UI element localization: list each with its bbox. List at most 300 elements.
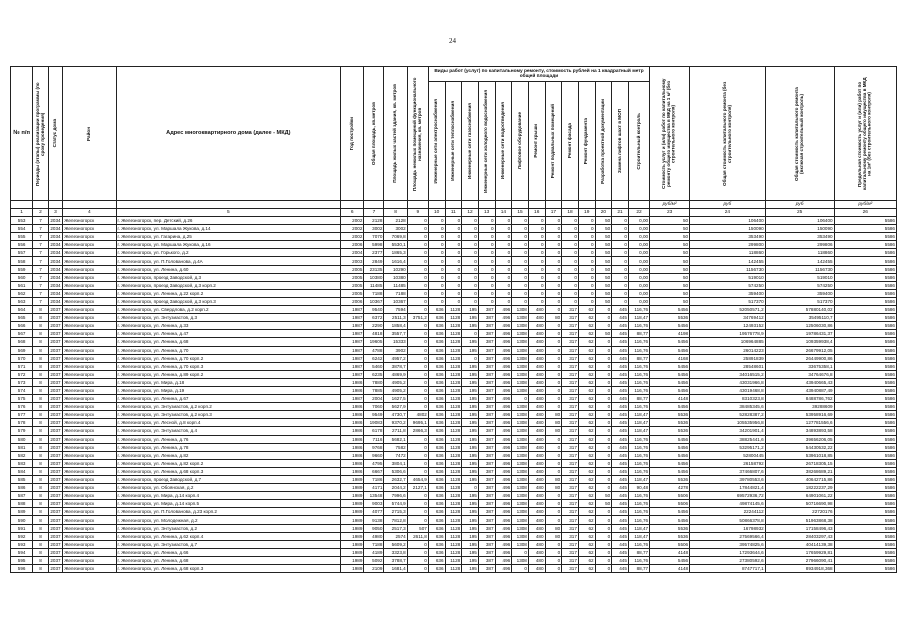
table-cell: 2034 [48,297,62,305]
table-cell: 50 [650,249,690,257]
table-cell: г. Железногорск, ул. Гагарина, д.25 [116,233,341,241]
table-cell: 1128 [445,362,462,370]
table-cell: 5744,9 [384,500,407,508]
col-header-7: Общая площадь, кв.метров [364,67,384,201]
table-cell: 8 [33,451,49,459]
table-row [11,467,897,475]
table-cell: 4198 [650,330,690,338]
table-cell: 2037 [48,508,62,516]
table-cell: 0 [478,233,495,241]
table-cell: 195 [462,378,479,386]
table-cell: 0 [407,346,428,354]
table-cell: 116,76 [628,451,649,459]
table-cell: 5586 [834,419,896,427]
table-cell: 0 [562,273,579,281]
col-header-20: Разработка проектной документации [595,82,612,201]
table-cell: 556 [11,241,33,249]
table-cell: 0 [428,249,445,257]
table-cell: 8 [33,370,49,378]
table-cell: 88,77 [628,548,649,556]
table-cell: 588 [11,500,33,508]
table-cell: 317 [562,411,579,419]
table-cell: 480 [528,492,545,500]
table-cell: 50 [595,500,612,508]
table-cell: 1989 [341,500,364,508]
table-row [11,289,897,297]
table-cell: 5586 [834,265,896,273]
table-cell: 4818 [364,330,384,338]
col-header-23: Стоимость услуг и (или) работ по капитальному ремонту общего имущества в МКД на 1 м² (без строительного контроля) [650,67,690,201]
table-cell: 0 [528,281,545,289]
table-cell: г. Железногорск, пер. Детский, д.26 [116,217,341,225]
table-cell: 116,76 [628,516,649,524]
table-cell: 1989 [341,524,364,532]
table-cell: 1986 [341,419,364,427]
table-cell: 317 [562,386,579,394]
table-cell: 0 [528,233,545,241]
table-cell: 43019468,8 [690,386,766,394]
table-cell: 8 [33,354,49,362]
table-cell: 1128 [445,346,462,354]
table-cell: 480 [528,395,545,403]
table-cell: 1989 [341,516,364,524]
table-cell: 1989 [341,548,364,556]
table-cell: 387 [478,395,495,403]
table-cell: 1308 [512,508,529,516]
table-cell: 1308 [512,459,529,467]
table-cell: 1128 [445,516,462,524]
table-cell: 445 [612,524,629,532]
table-cell: 5586 [834,524,896,532]
column-index: 21 [612,209,629,217]
column-index: 15 [512,209,529,217]
table-cell: 0 [545,378,562,386]
table-cell: 7 [33,241,49,249]
table-cell: 195 [462,370,479,378]
table-cell: Железногорск [63,354,116,362]
table-cell: 2037 [48,524,62,532]
table-row [11,386,897,394]
table-cell: 7070 [364,233,384,241]
table-cell: 7880 [364,378,384,386]
table-cell: 19576778,9 [690,330,766,338]
table-cell: 317 [562,556,579,564]
table-cell: 5456 [650,435,690,443]
table-row [11,419,897,427]
table-cell: 0 [512,281,529,289]
table-cell: 636 [428,451,445,459]
table-cell: 0 [462,484,479,492]
table-cell: 50 [595,225,612,233]
table-cell: 0 [545,306,562,314]
table-cell: 353490 [765,233,834,241]
table-cell: 88,77 [628,395,649,403]
table-cell: 5586 [834,241,896,249]
table-cell: 62 [578,476,595,484]
table-cell: 52050571,2 [690,306,766,314]
table-cell: 636 [428,346,445,354]
table-cell: 387 [478,370,495,378]
table-cell: 2037 [48,467,62,475]
table-cell: 387 [478,330,495,338]
table-cell: 5586 [834,330,896,338]
table-cell: 28403297,43 [765,532,834,540]
table-cell: г. Железногорск, ул. Ленина, д.66 [116,548,341,556]
table-cell: 0 [407,322,428,330]
table-cell: 2037 [48,565,62,573]
table-cell: 2037 [48,322,62,330]
table-cell: 5586 [834,217,896,225]
table-cell: 553 [11,217,33,225]
table-cell: 0 [428,297,445,305]
table-cell: 507 [407,524,428,532]
table-cell: 50 [650,273,690,281]
table-cell: 53295171,2 [690,443,766,451]
table-cell: г. Железногорск, ул. Мира, д.14 корп.4 [116,492,341,500]
table-cell: 1308 [512,354,529,362]
table-cell: 0 [545,435,562,443]
table-cell: 0 [595,556,612,564]
table-cell: 50716690,98 [765,500,834,508]
table-cell: 195 [462,395,479,403]
table-cell: 387 [478,556,495,564]
table-cell: 1308 [512,411,529,419]
table-cell: 569 [11,346,33,354]
table-cell: 480 [528,540,545,548]
table-cell: 5586 [834,492,896,500]
table-cell: 581 [11,443,33,451]
table-cell: 2005 [341,289,364,297]
table-cell: 0,00 [628,249,649,257]
table-cell: г. Железногорск, ул. Энтузиастов, д.3 [116,314,341,322]
table-cell: 50 [595,217,612,225]
table-cell: Железногорск [63,338,116,346]
table-cell: 0 [528,225,545,233]
table-row [11,395,897,403]
table-cell: 5536 [650,427,690,435]
table-cell: Железногорск [63,411,116,419]
table-cell: 0 [428,257,445,265]
table-cell: 62 [578,314,595,322]
table-cell: 5586 [834,257,896,265]
table-cell: 1989 [341,556,364,564]
table-cell: 317 [562,548,579,556]
table-cell: 0 [495,217,512,225]
table-cell: 636 [428,435,445,443]
table-cell: 0 [428,233,445,241]
table-cell: 3751,2 [407,314,428,322]
table-cell: 10367 [384,297,407,305]
table-cell: 636 [428,524,445,532]
table-cell: 636 [428,516,445,524]
table-cell: 5682,1 [384,435,407,443]
col-header-2: Периоды (этапы) реализации программы (по сроку проведения) [33,67,49,201]
table-cell: Железногорск [63,459,116,467]
table-cell: 590 [11,516,33,524]
table-cell: 0 [612,249,629,257]
table-cell: 636 [428,500,445,508]
table-cell: 195 [462,451,479,459]
table-cell: 0 [545,403,562,411]
table-cell: 118,47 [628,476,649,484]
table-cell: 0 [595,548,612,556]
column-index: 4 [63,209,116,217]
table-cell: 496 [495,467,512,475]
table-cell: 568 [11,338,33,346]
table-cell: 1986 [341,386,364,394]
table-cell: 1986 [341,467,364,475]
table-cell: 2849 [364,257,384,265]
table-cell: 1128 [445,322,462,330]
table-cell: 118,47 [628,314,649,322]
table-cell: 387 [478,484,495,492]
table-cell: 195 [462,524,479,532]
table-cell: 0 [595,565,612,573]
table-cell: 496 [495,443,512,451]
table-cell: 62 [578,338,595,346]
table-cell: 0 [528,217,545,225]
table-cell: Железногорск [63,419,116,427]
table-cell: Железногорск [63,362,116,370]
table-cell: 0 [445,273,462,281]
table-cell: 480 [528,459,545,467]
table-cell: 116,76 [628,403,649,411]
table-cell: Железногорск [63,322,116,330]
table-cell: 0 [545,265,562,273]
table-cell: 8 [33,516,49,524]
table-cell: 2511,3 [384,314,407,322]
table-cell: 0 [462,217,479,225]
table-cell: 2037 [48,378,62,386]
table-cell: 62 [578,565,595,573]
table-row [11,459,897,467]
table-cell: 0 [462,297,479,305]
table-cell: 1987 [341,314,364,322]
table-cell: 1308 [512,540,529,548]
table-row [11,370,897,378]
table-cell: 9768 [364,443,384,451]
table-cell: 1156730 [765,265,834,273]
table-cell: 317 [562,322,579,330]
table-cell: 587 [11,492,33,500]
table-cell: 5586 [834,273,896,281]
column-index: 18 [562,209,579,217]
table-cell: 636 [428,459,445,467]
column-index: 16 [528,209,545,217]
page-number: 24 [449,37,456,45]
table-cell: 1128 [445,500,462,508]
table-cell: 5586 [834,314,896,322]
table-cell: 50 [650,233,690,241]
table-cell: 1128 [445,508,462,516]
table-cell: 7 [33,225,49,233]
table-cell: 480 [528,338,545,346]
table-cell: 0 [595,386,612,394]
table-cell: 2037 [48,492,62,500]
table-cell: 1128 [445,370,462,378]
table-cell: 0 [545,338,562,346]
table-cell: 6178 [364,427,384,435]
table-cell: 118,47 [628,411,649,419]
table-cell: 17844821,4 [690,484,766,492]
table-cell: 496 [495,362,512,370]
table-cell: 387 [478,435,495,443]
table-cell: 636 [428,565,445,573]
table-cell: 118860 [690,249,766,257]
table-cell: 0 [478,273,495,281]
table-cell: 0 [562,249,579,257]
table-cell: 480 [528,330,545,338]
table-cell: 1308 [512,386,529,394]
table-cell: 0 [595,451,612,459]
table-cell: 0 [612,265,629,273]
table-cell: 0 [495,273,512,281]
table-cell: 0 [407,249,428,257]
table-cell: 105535956,8 [690,419,766,427]
table-cell: 0 [407,281,428,289]
table-cell: 8 [33,500,49,508]
table-cell: 1128 [445,459,462,467]
table-cell: 387 [478,403,495,411]
table-cell: 1989 [341,484,364,492]
table-cell: 11485 [364,281,384,289]
table-row [11,338,897,346]
table-cell: 1308 [512,322,529,330]
table-cell: г. Железногорск, ул. Ленина, д.33 [116,322,341,330]
table-cell: 5456 [650,556,690,564]
table-cell: 2037 [48,419,62,427]
table-cell: 1986 [341,411,364,419]
table-cell: 1128 [445,476,462,484]
table-cell: Железногорск [63,556,116,564]
column-index: 26 [834,209,896,217]
table-cell: 0 [407,257,428,265]
table-cell: 496 [495,459,512,467]
table-cell: 299806 [765,241,834,249]
table-cell: 0 [545,249,562,257]
table-cell: 6372 [364,314,384,322]
table-cell: 88,77 [628,565,649,573]
table-cell: г. Железногорск, ул. Мира, д.18 [116,378,341,386]
table-cell: 16798932 [690,524,766,532]
table-cell: 636 [428,548,445,556]
table-cell: 496 [495,565,512,573]
column-index: 7 [364,209,384,217]
table-cell: 0 [545,281,562,289]
table-cell: 4980 [364,532,384,540]
table-cell: 445 [612,500,629,508]
unit-cell [407,201,428,209]
table-cell: 5536 [650,419,690,427]
table-cell: 2632,7 [384,476,407,484]
table-row [11,378,897,386]
table-cell: 387 [478,524,495,532]
table-cell: 594 [11,548,33,556]
table-cell: 69572936,72 [690,492,766,500]
table-cell: 116,76 [628,467,649,475]
table-cell: 445 [612,338,629,346]
table-cell: 1986 [341,451,364,459]
table-cell: 62 [578,540,595,548]
column-index: 13 [478,209,495,217]
table-cell: 50 [650,265,690,273]
table-cell: 50 [595,289,612,297]
table-cell: 387 [478,492,495,500]
table-cell: 50 [650,241,690,249]
table-cell: 7186 [364,476,384,484]
table-cell: 5586 [834,249,896,257]
table-cell: 1986 [341,443,364,451]
table-cell: 50 [650,297,690,305]
table-cell: 1681,4 [384,565,407,573]
table-cell: Железногорск [63,265,116,273]
table-cell: 480 [528,306,545,314]
table-cell: 317 [562,467,579,475]
table-cell: 26679912,05 [765,346,834,354]
table-cell: 50 [595,233,612,241]
table-cell: 39288609 [765,403,834,411]
table-cell: 43940887,49 [765,386,834,394]
table-cell: 34016515,2 [690,370,766,378]
table-cell: 575 [11,395,33,403]
table-cell: 0 [612,233,629,241]
table-cell: 317 [562,403,579,411]
table-cell: Железногорск [63,386,116,394]
table-cell: 150090 [690,225,766,233]
table-cell: 445 [612,362,629,370]
table-cell: 5586 [834,451,896,459]
table-cell: 480 [528,435,545,443]
column-index: 10 [428,209,445,217]
table-cell: 2037 [48,540,62,548]
table-cell: 195 [462,516,479,524]
table-cell: 0 [407,451,428,459]
table-row [11,257,897,265]
table-cell: 0 [545,322,562,330]
col-header-9: Площадь нежилых помещений функционального назначения, кв. метров [407,67,428,201]
table-cell: 5586 [834,556,896,564]
table-cell: 445 [612,492,629,500]
table-cell: 0 [428,281,445,289]
table-cell: г. Железногорск, ул. Ленина, д.76 [116,435,341,443]
table-cell: 2003 [341,257,364,265]
table-cell: 7188 [384,289,407,297]
table-cell: 8 [33,459,49,467]
table-cell: 558 [11,257,33,265]
table-cell: 0 [462,265,479,273]
table-cell: 8 [33,532,49,540]
table-cell: 80 [545,411,562,419]
table-cell: 496 [495,346,512,354]
table-cell: 5456 [650,459,690,467]
table-cell: 0 [528,257,545,265]
table-cell: 445 [612,370,629,378]
table-cell: 17659929,81 [765,548,834,556]
table-cell: 62 [578,524,595,532]
table-cell: 62 [578,459,595,467]
table-cell: 1989 [341,540,364,548]
table-cell: 0 [562,289,579,297]
table-cell: 8 [33,419,49,427]
table-cell: 564 [11,306,33,314]
table-cell: 0 [428,217,445,225]
table-cell: 33675358,1 [765,362,834,370]
table-cell: 0 [595,411,612,419]
table-cell: 19083 [364,419,384,427]
table-cell: 0 [528,289,545,297]
table-cell: 1128 [445,386,462,394]
table-cell: 12493152 [690,322,766,330]
